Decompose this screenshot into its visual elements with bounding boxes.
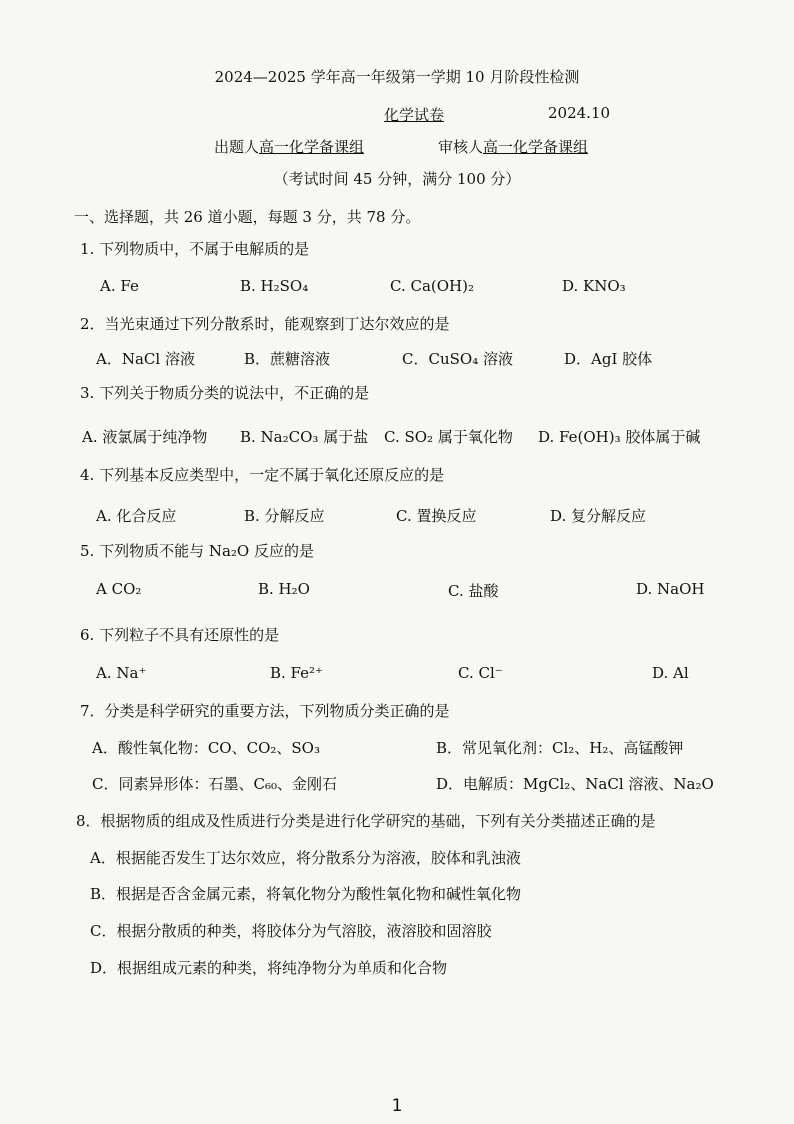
section-heading: 一、选择题，共 26 道小题，每题 3 分，共 78 分。 [74, 208, 421, 226]
question-stem: 3. 下列关于物质分类的说法中，不正确的是 [80, 384, 370, 402]
exam-date: 2024.10 [548, 104, 611, 122]
page-number: 1 [391, 1096, 403, 1116]
option-d[interactable]: D．AgI 胶体 [564, 350, 653, 368]
question-stem: 1. 下列物质中，不属于电解质的是 [80, 240, 310, 258]
option-b[interactable]: B．根据是否含金属元素，将氧化物分为酸性氧化物和碱性氧化物 [90, 885, 522, 903]
reviewer: 高一化学备课组 [483, 138, 589, 156]
option-c[interactable]: C．根据分散质的种类，将胶体分为气溶胶，液溶胶和固溶胶 [90, 922, 492, 940]
option-a[interactable]: A．酸性氧化物：CO、CO₂、SO₃ [92, 739, 320, 757]
option-d[interactable]: D．电解质：MgCl₂、NaCl 溶液、Na₂O [436, 775, 714, 793]
option-a[interactable]: A．根据能否发生丁达尔效应，将分散系分为溶液，胶体和乳浊液 [90, 849, 521, 867]
question-stem: 5. 下列物质不能与 Na₂O 反应的是 [80, 542, 314, 560]
option-b[interactable]: B. H₂SO₄ [240, 277, 309, 295]
option-d[interactable]: D. 复分解反应 [550, 507, 647, 525]
option-b[interactable]: B．蔗糖溶液 [244, 350, 331, 368]
reviewer-line [438, 136, 588, 157]
option-b[interactable]: B. H₂O [258, 580, 310, 598]
exam-info: （考试时间 45 分钟，满分 100 分） [273, 170, 521, 188]
option-a[interactable]: A. 液氯属于纯净物 [82, 428, 208, 446]
option-c[interactable]: C. 盐酸 [448, 582, 499, 600]
option-c[interactable]: C．同素异形体：石墨、C₆₀、金刚石 [92, 775, 337, 793]
exam-title: 2024—2025 学年高一年级第一学期 10 月阶段性检测 [214, 68, 580, 86]
question-stem: 7．分类是科学研究的重要方法，下列物质分类正确的是 [80, 702, 450, 720]
question-stem: 2．当光束通过下列分散系时，能观察到丁达尔效应的是 [80, 315, 450, 333]
option-d[interactable]: D. Fe(OH)₃ 胶体属于碱 [538, 428, 701, 446]
reviewer-label: 审核人 [438, 138, 484, 156]
question-stem: 6. 下列粒子不具有还原性的是 [80, 626, 280, 644]
author: 高一化学备课组 [259, 138, 365, 156]
option-a[interactable]: A. Na⁺ [96, 664, 147, 682]
author-label: 出题人 [214, 138, 260, 156]
option-d[interactable]: D．根据组成元素的种类，将纯净物分为单质和化合物 [90, 959, 448, 977]
option-c[interactable]: C. Ca(OH)₂ [390, 277, 474, 295]
option-b[interactable]: B. 分解反应 [244, 507, 325, 525]
option-c[interactable]: C. 置换反应 [396, 507, 477, 525]
question-stem: 4. 下列基本反应类型中，一定不属于氧化还原反应的是 [80, 466, 445, 484]
subject-label [384, 104, 444, 125]
option-a[interactable]: A. Fe [100, 277, 139, 295]
option-b[interactable]: B. Na₂CO₃ 属于盐 [240, 428, 369, 446]
option-c[interactable]: C. Cl⁻ [458, 664, 503, 682]
subject: 化学试卷 [384, 106, 445, 124]
option-a[interactable]: A. 化合反应 [96, 507, 177, 525]
option-d[interactable]: D. Al [652, 664, 689, 682]
option-d[interactable]: D. NaOH [636, 580, 705, 598]
author-line [214, 136, 364, 157]
question-stem: 8．根据物质的组成及性质进行分类是进行化学研究的基础，下列有关分类描述正确的是 [76, 812, 656, 830]
option-d[interactable]: D. KNO₃ [562, 277, 626, 295]
option-c[interactable]: C. SO₂ 属于氧化物 [384, 428, 513, 446]
option-a[interactable]: A CO₂ [96, 580, 142, 598]
option-c[interactable]: C．CuSO₄ 溶液 [402, 350, 513, 368]
option-b[interactable]: B．常见氧化剂：Cl₂、H₂、高锰酸钾 [436, 739, 684, 757]
option-a[interactable]: A．NaCl 溶液 [96, 350, 195, 368]
option-b[interactable]: B. Fe²⁺ [270, 664, 323, 682]
